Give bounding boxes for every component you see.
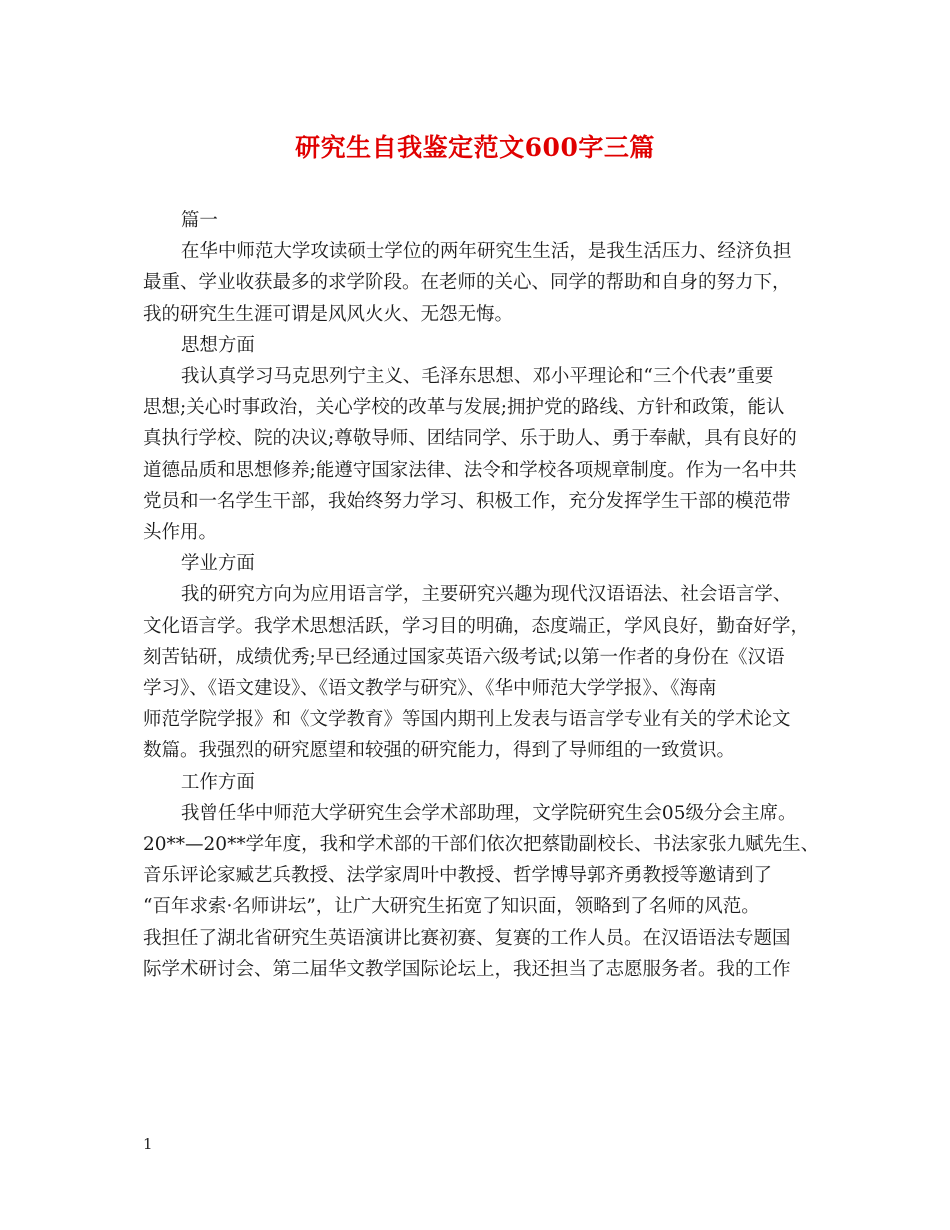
section-heading: 思想方面 <box>180 334 255 356</box>
document-body <box>143 205 833 985</box>
paragraph-line: 数篇。我强烈的研究愿望和较强的研究能力，得到了导师组的一致赏识。 <box>143 740 736 762</box>
section-heading: 工作方面 <box>180 771 255 793</box>
section-heading: 篇一 <box>180 210 218 231</box>
paragraph-line: 我的研究生生涯可谓是风风火火、无怨无悔。 <box>143 303 514 325</box>
paragraph-line: 我的研究方向为应用语言学，主要研究兴趣为现代汉语语法、社会语言学、 <box>180 584 792 606</box>
paragraph-line: 师范学院学报》和《文学教育》等国内期刊上发表与语言学专业有关的学术论文 <box>143 709 791 731</box>
paragraph-line: 20**—20**学年度，我和学术部的干部们依次把蔡勖副校长、书法家张九赋先生、 <box>143 834 820 856</box>
paragraph-line: 我认真学习马克思列宁主义、毛泽东思想、邓小平理论和“三个代表”重要 <box>180 366 774 388</box>
paragraph-line: 我担任了湖北省研究生英语演讲比赛初赛、复赛的工作人员。在汉语语法专题国 <box>143 927 791 949</box>
paragraph-line: 际学术研讨会、第二届华文教学国际论坛上，我还担当了志愿服务者。我的工作 <box>143 958 791 980</box>
section-paragraph <box>143 361 833 548</box>
paragraph-line: 学习》、《语文建设》、《语文教学与研究》、《华中师范大学学报》、《海南 <box>143 678 717 700</box>
paragraph-line: 我曾任华中师范大学研究生会学术部助理，文学院研究生会05级分会主席。 <box>180 802 797 824</box>
document-title: 研究生自我鉴定范文600字三篇 <box>295 133 655 162</box>
paragraph-line: 思想;关心时事政治，关心学校的改革与发展;拥护党的路线、方针和政策，能认 <box>143 397 785 419</box>
paragraph-line: 音乐评论家臧艺兵教授、法学家周叶中教授、哲学博导郭齐勇教授等邀请到了 <box>143 865 773 887</box>
page-number: 1 <box>143 1135 153 1153</box>
section-paragraph <box>143 579 833 766</box>
paragraph-line: 在华中师范大学攻读硕士学位的两年研究生生活，是我生活压力、经济负担 <box>180 241 792 263</box>
paragraph-line: 党员和一名学生干部，我始终努力学习、积极工作，充分发挥学生干部的模范带 <box>143 490 791 512</box>
paragraph-line: 真执行学校、院的决议;尊敬导师、团结同学、乐于助人、勇于奉献，具有良好的 <box>143 428 797 450</box>
paragraph-line: 刻苦钻研，成绩优秀;早已经通过国家英语六级考试;以第一作者的身份在《汉语 <box>143 646 785 668</box>
section-paragraph <box>143 236 833 330</box>
section-paragraph <box>143 798 833 985</box>
paragraph-line: “百年求索·名师讲坛”，让广大研究生拓宽了知识面，领略到了名师的风范。 <box>143 896 760 918</box>
section-heading: 学业方面 <box>180 553 255 575</box>
paragraph-line: 文化语言学。我学术思想活跃，学习目的明确，态度端正，学风良好，勤奋好学， <box>143 615 810 637</box>
paragraph-line: 头作用。 <box>143 522 218 544</box>
paragraph-line: 最重、学业收获最多的求学阶段。在老师的关心、同学的帮助和自身的努力下， <box>143 272 791 294</box>
paragraph-line: 道德品质和思想修养;能遵守国家法律、法令和学校各项规章制度。作为一名中共 <box>143 459 797 481</box>
